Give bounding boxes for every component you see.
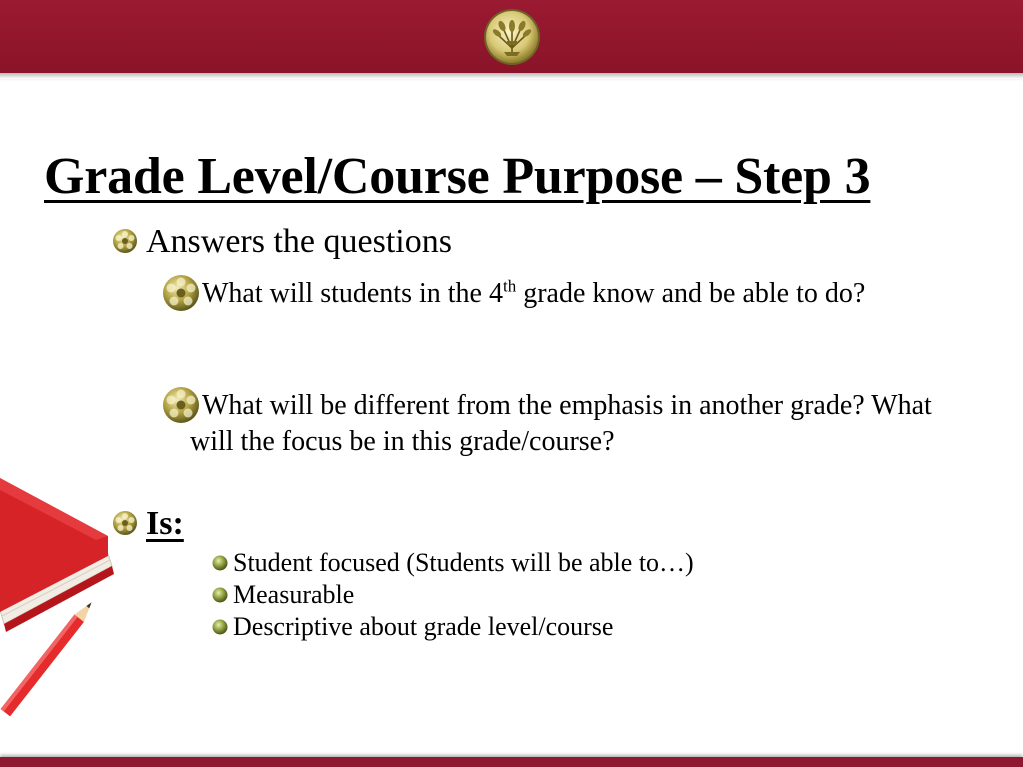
header-banner-shadow: [0, 73, 1023, 79]
sub-bullet-question-1: [162, 276, 982, 312]
footer-banner: [0, 757, 1023, 767]
list-item-measurable: [212, 579, 354, 611]
bullet-text: Answers the questions: [146, 223, 452, 260]
green-ball-bullet-icon: [212, 587, 228, 603]
slide-title: Grade Level/Course Purpose – Step 3: [44, 147, 871, 205]
green-ball-bullet-icon: [212, 619, 228, 635]
sub-bullet-text: What will students in the 4th grade know and be able to do?: [202, 276, 866, 309]
green-ball-bullet-icon: [212, 555, 228, 571]
gold-flower-bullet-icon: [162, 274, 200, 312]
red-book-and-pencil: [0, 470, 130, 720]
bullet-answers: [112, 222, 452, 262]
list-item-text: Measurable: [233, 580, 355, 609]
wheat-sheaf-seal-icon: [483, 8, 541, 66]
list-item-student-focused: [212, 547, 694, 579]
sub-bullet-text: What will be different from the emphasis in another grade? What will the focus be in this grade/course?: [190, 390, 932, 457]
list-item-descriptive: [212, 611, 613, 643]
list-item-text: Descriptive about grade level/course: [233, 612, 614, 641]
sub-bullet-question-2: [162, 388, 982, 460]
bullet-text: Is:: [146, 505, 184, 542]
list-item-text: Student focused (Students will be able to…): [233, 548, 694, 577]
gold-flower-bullet-icon: [162, 386, 200, 424]
gold-flower-bullet-icon: [112, 228, 138, 254]
